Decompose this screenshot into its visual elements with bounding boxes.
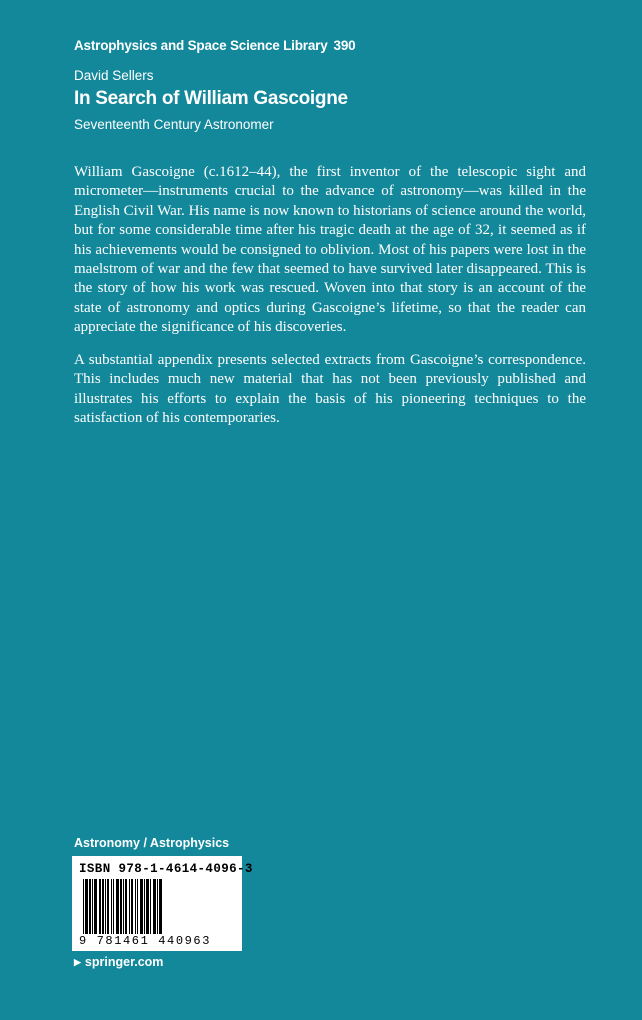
barcode-bar — [105, 879, 106, 935]
barcode-bar — [113, 879, 114, 935]
barcode-bar — [107, 879, 109, 935]
isbn-text: ISBN 978-1-4614-4096-3 — [79, 862, 253, 876]
series-line — [74, 38, 355, 53]
barcode-bar — [102, 879, 104, 935]
book-title: In Search of William Gascoigne — [74, 88, 348, 109]
barcode-bar — [94, 879, 97, 935]
isbn-barcode — [72, 856, 253, 951]
subject-category: Astronomy / Astrophysics — [74, 836, 230, 850]
barcode-bar — [144, 879, 145, 935]
barcode-bar — [89, 879, 91, 935]
publisher-url: springer.com — [84, 955, 164, 969]
barcode-bar — [146, 879, 149, 935]
barcode-bar — [159, 879, 162, 935]
barcode-bar — [111, 879, 112, 935]
blurb-paragraph-1: William Gascoigne (c.1612–44), the first inventor of the telescopic sight and micrometer—instruments crucial to the advance of astronomy—was killed in the English Civil War. His name is now known to historians of science around the world, but for some considerable time after his tragic death at the age of 32, it seemed as if his achievements would be consigned to oblivion. Most of his papers were lost in the maelstrom of war and the few that seemed to have survived later disappeared. This is the story of how his work was rescued. Woven into that story is an account of the state of astronomy and optics during Gascoigne’s lifetime, so that the reader can appreciate the significance of his discoveries. — [74, 164, 586, 336]
barcode-bar — [131, 879, 133, 935]
barcode-bar — [123, 879, 124, 935]
barcode-bar — [135, 879, 136, 935]
barcode-bar — [99, 879, 101, 935]
series-number: 390 — [333, 38, 356, 53]
arrow-right-icon: ▶ — [74, 957, 81, 967]
barcode-bar — [125, 879, 127, 935]
book-subtitle: Seventeenth Century Astronomer — [74, 117, 274, 132]
barcode-bar — [153, 879, 156, 935]
barcode-bar — [85, 879, 88, 935]
barcode-bar — [140, 879, 143, 935]
barcode-bar — [92, 879, 93, 935]
barcode-bar — [129, 879, 130, 935]
barcode-bar — [116, 879, 119, 935]
blurb-paragraph-2: A substantial appendix presents selected extracts from Gascoigne’s correspondence. This includes much new material that has not been previously published and illustrates his efforts to explain the basis of his pioneering techniques to the satisfaction of his contemporaries. — [74, 352, 586, 427]
barcode-bar — [83, 879, 84, 935]
barcode-bar — [150, 879, 151, 935]
barcode-digits: 9 781461 440963 — [79, 934, 212, 948]
barcode-bar — [120, 879, 122, 935]
author-name: David Sellers — [74, 68, 154, 83]
publisher-link[interactable] — [74, 955, 163, 969]
series-name: Astrophysics and Space Science Library — [74, 38, 328, 53]
barcode-bar — [157, 879, 158, 935]
barcode-bar — [137, 879, 138, 935]
